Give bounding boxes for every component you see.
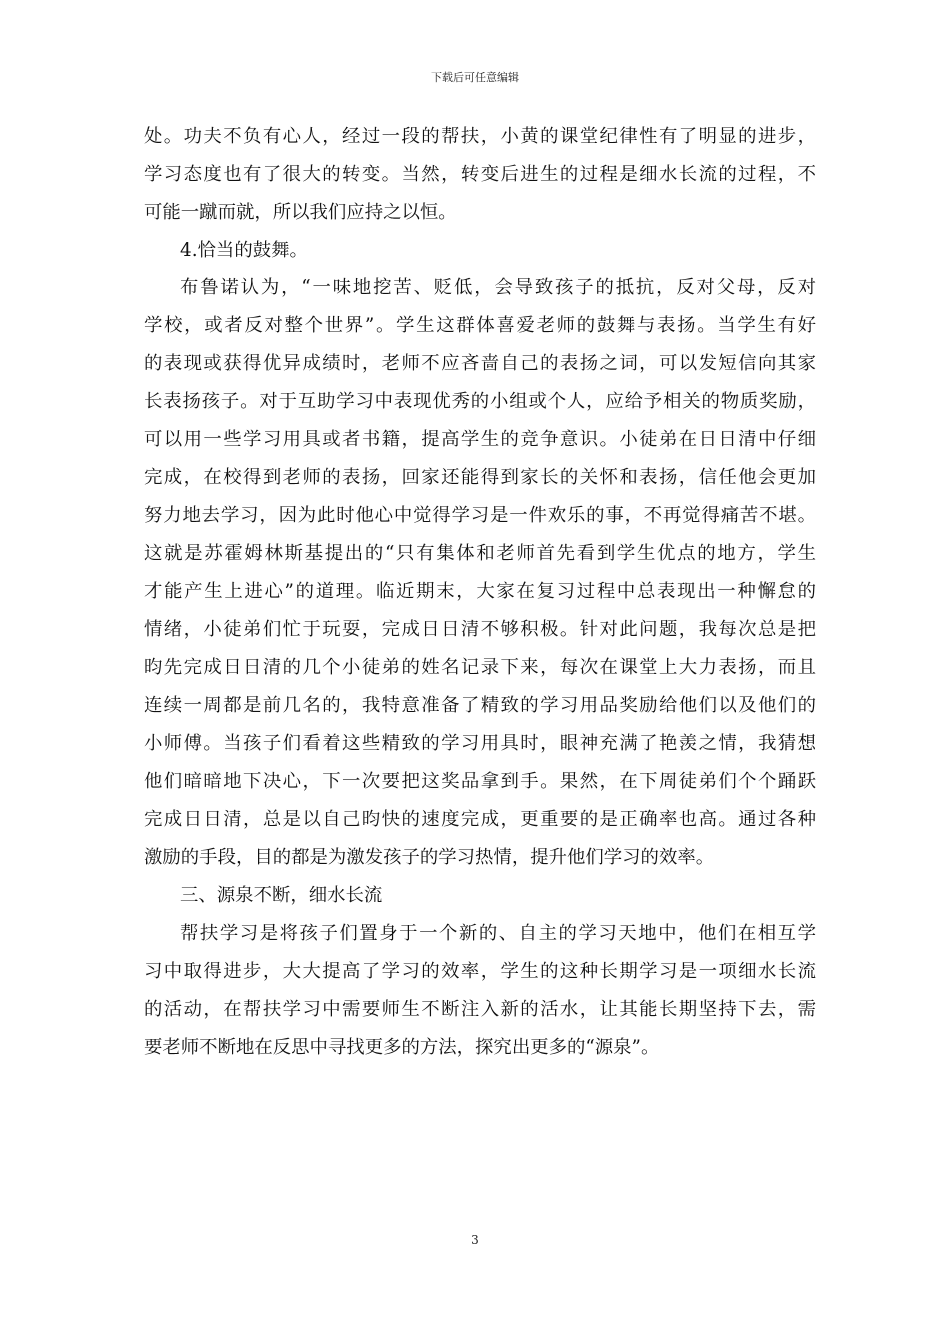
text-line: 学习态度也有了很大的转变。当然，转变后进生的过程是细水长流的过程，不 [144, 164, 816, 185]
text-line: 小师傅。当孩子们看着这些精致的学习用具时，眼神充满了艳羡之情，我猜想 [144, 733, 816, 754]
text-line: 处。功夫不负有心人，经过一段的帮扶，小黄的课堂纪律性有了明显的进步， [144, 126, 816, 147]
text-line: 连续一周都是前几名的，我特意准备了精致的学习用品奖励给他们以及他们的 [144, 695, 816, 716]
text-line: 的表现或获得优异成绩时，老师不应吝啬自己的表扬之词，可以发短信向其家 [144, 353, 816, 374]
text-line: 要老师不断地在反思中寻找更多的方法，探究出更多的“源泉”。 [144, 1037, 660, 1058]
text-line: 学校，或者反对整个世界”。学生这群体喜爱老师的鼓舞与表扬。当学生有好 [144, 315, 816, 336]
text-line: 努力地去学习，因为此时他心中觉得学习是一件欢乐的事，不再觉得痛苦不堪。 [144, 505, 816, 526]
text-line: 长表扬孩子。对于互助学习中表现优秀的小组或个人，应给予相关的物质奖励， [144, 391, 816, 412]
text-line: 激励的手段，目的都是为激发孩子的学习热情，提升他们学习的效率。 [144, 847, 715, 868]
text-line: 情绪，小徒弟们忙于玩耍，完成日日清不够积极。针对此问题，我每次总是把 [144, 619, 816, 640]
text-line: 可能一蹴而就，所以我们应持之以恒。 [144, 202, 457, 223]
text-line: 昀先完成日日清的几个小徒弟的姓名记录下来，每次在课堂上大力表扬，而且 [144, 657, 816, 678]
page-header: 下载后可任意编辑 [431, 71, 519, 84]
text-line: 他们暗暗地下决心，下一次要把这奖品拿到手。果然，在下周徒弟们个个踊跃 [144, 771, 816, 792]
text-line: 这就是苏霍姆林斯基提出的“只有集体和老师首先看到学生优点的地方，学生 [144, 543, 816, 564]
text-line: 的活动，在帮扶学习中需要师生不断注入新的活水，让其能长期坚持下去，需 [144, 999, 816, 1020]
text-line: 习中取得进步，大大提高了学习的效率，学生的这种长期学习是一项细水长流 [144, 961, 816, 982]
text-line: 布鲁诺认为，“一味地挖苦、贬低，会导致孩子的抵抗，反对父母，反对 [180, 277, 816, 298]
section-heading: 4.恰当的鼓舞。 [180, 240, 308, 261]
text-line: 帮扶学习是将孩子们置身于一个新的、自主的学习天地中，他们在相互学 [180, 923, 816, 944]
text-line: 才能产生上进心”的道理。临近期末，大家在复习过程中总表现出一种懈怠的 [144, 581, 816, 602]
section-heading: 三、源泉不断，细水长流 [180, 885, 383, 906]
text-line: 完成日日清，总是以自己昀快的速度完成，更重要的是正确率也高。通过各种 [144, 809, 816, 830]
text-line: 完成，在校得到老师的表扬，回家还能得到家长的关怀和表扬，信任他会更加 [144, 467, 816, 488]
page-number: 3 [471, 1233, 479, 1247]
text-line: 可以用一些学习用具或者书籍，提高学生的竞争意识。小徒弟在日日清中仔细 [144, 429, 816, 450]
